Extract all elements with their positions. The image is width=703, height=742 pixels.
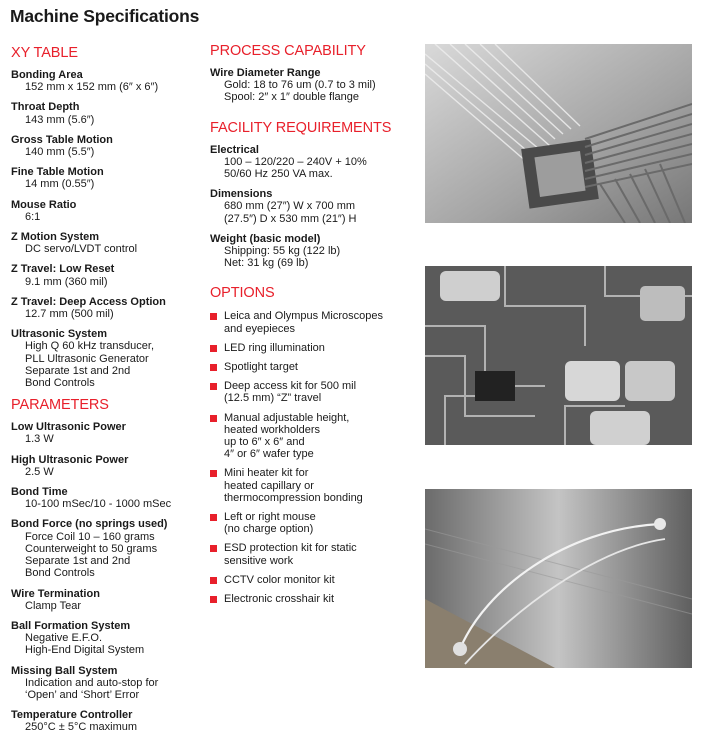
spec-value: 680 mm (27″) W x 700 mm (27.5″) D x 530 mm (21″) H	[224, 200, 357, 225]
spec-item-gross-table-motion	[11, 134, 206, 158]
square-bullet-icon	[210, 545, 217, 552]
spec-value: 6:1	[25, 210, 41, 223]
option-text: ESD protection kit for static sensitive work	[224, 542, 357, 567]
spec-item-bond-force-no-springs-used	[11, 518, 206, 579]
spec-label: Ball Formation System	[11, 619, 131, 632]
square-bullet-icon	[210, 364, 217, 371]
option-text: Spotlight target	[224, 361, 298, 374]
option-item	[210, 574, 420, 586]
option-text: Deep access kit for 500 mil (12.5 mm) “Z” travel	[224, 380, 357, 405]
process-list	[210, 67, 420, 104]
spec-label: Mouse Ratio	[11, 198, 77, 211]
spec-item-ball-formation-system	[11, 620, 206, 657]
spec-value: 10-100 mSec/10 - 1000 mSec	[25, 498, 172, 511]
spec-item-z-travel-deep-access-option	[11, 296, 206, 320]
option-text: Leica and Olympus Microscopes and eyepieces	[224, 310, 383, 335]
spec-label: Temperature Controller	[11, 709, 133, 722]
option-text: LED ring illumination	[224, 341, 325, 354]
spec-label: Missing Ball System	[11, 664, 118, 677]
option-text: Electronic crosshair kit	[224, 593, 335, 606]
option-item	[210, 310, 420, 334]
spec-label: Ultrasonic System	[11, 328, 107, 341]
option-item	[210, 342, 420, 354]
facility-heading: FACILITY REQUIREMENTS	[210, 119, 392, 136]
spec-value: 100 – 120/220 – 240V + 10% 50/60 Hz 250 VA max.	[224, 155, 367, 181]
spec-item-weight-basic-model	[210, 233, 420, 270]
option-item	[210, 511, 420, 535]
spec-item-low-ultrasonic-power	[11, 421, 206, 445]
square-bullet-icon	[210, 470, 217, 477]
spec-value: Gold: 18 to 76 um (0.7 to 3 mil) Spool: 2″ x 1″ double flange	[224, 79, 376, 104]
bond-wire-closeup-photo	[425, 489, 692, 668]
square-bullet-icon	[210, 383, 217, 390]
middle-column	[210, 43, 420, 612]
spec-value: DC servo/LVDT control	[25, 243, 138, 256]
options-heading: OPTIONS	[210, 285, 275, 302]
spec-value: 1.3 W	[25, 433, 54, 446]
xy-table-list	[11, 69, 206, 389]
facility-list	[210, 144, 420, 270]
spec-item-wire-diameter-range	[210, 67, 420, 104]
spec-value: Shipping: 55 kg (122 lb) Net: 31 kg (69 lb)	[224, 245, 341, 270]
spec-label: Electrical	[210, 143, 259, 156]
spec-item-throat-depth	[11, 101, 206, 125]
spec-item-z-travel-low-reset	[11, 263, 206, 287]
spec-value: 2.5 W	[25, 465, 54, 478]
spec-item-electrical	[210, 144, 420, 181]
circuit-board-photo	[425, 266, 692, 445]
options-list	[210, 310, 420, 605]
square-bullet-icon	[210, 514, 217, 521]
wire-bond-photo-1	[425, 44, 692, 223]
spec-item-bond-time	[11, 486, 206, 510]
spec-value: 140 mm (5.5″)	[25, 146, 95, 159]
spec-label: Bonding Area	[11, 69, 83, 81]
spec-value: 152 mm x 152 mm (6″ x 6″)	[25, 81, 159, 94]
square-bullet-icon	[210, 596, 217, 603]
spec-value: Indication and auto-stop for ‘Open’ and ‘Short’ Error	[25, 676, 159, 701]
spec-item-wire-termination	[11, 588, 206, 612]
option-item	[210, 361, 420, 373]
option-text: Left or right mouse (no charge option)	[224, 511, 316, 536]
spec-label: Throat Depth	[11, 101, 80, 114]
parameters-list	[11, 421, 206, 733]
spec-value: 12.7 mm (500 mil)	[25, 308, 114, 321]
spec-label: Wire Termination	[11, 587, 100, 600]
spec-item-high-ultrasonic-power	[11, 454, 206, 478]
square-bullet-icon	[210, 313, 217, 320]
spec-label: Z Motion System	[11, 231, 100, 244]
spec-item-dimensions	[210, 188, 420, 225]
option-text: CCTV color monitor kit	[224, 573, 335, 586]
option-text: Mini heater kit for heated capillary or thermocompression bonding	[224, 467, 363, 504]
spec-item-temperature-controller	[11, 709, 206, 733]
spec-item-bonding-area	[11, 69, 206, 93]
xy-table-heading: XY TABLE	[11, 45, 78, 61]
spec-value: 14 mm (0.55″)	[25, 178, 95, 191]
option-item	[210, 542, 420, 566]
process-capability-heading: PROCESS CAPABILITY	[210, 43, 366, 59]
spec-label: Bond Time	[11, 486, 68, 499]
spec-value: Clamp Tear	[25, 599, 82, 612]
spec-value: High Q 60 kHz transducer, PLL Ultrasonic Generator Separate 1st and 2nd Bond Controls	[25, 340, 155, 390]
option-item	[210, 412, 420, 461]
square-bullet-icon	[210, 577, 217, 584]
page-title: Machine Specifications	[10, 6, 200, 26]
spec-item-mouse-ratio	[11, 199, 206, 223]
spec-value: 250°C ± 5°C maximum	[25, 721, 138, 734]
spec-label: Weight (basic model)	[210, 232, 321, 245]
spec-label: Fine Table Motion	[11, 166, 104, 179]
spec-item-z-motion-system	[11, 231, 206, 255]
spec-label: High Ultrasonic Power	[11, 453, 129, 466]
spec-label: Bond Force (no springs used)	[11, 518, 168, 531]
spec-value: 9.1 mm (360 mil)	[25, 275, 108, 288]
spec-label: Dimensions	[210, 188, 273, 201]
spec-label: Z Travel: Low Reset	[11, 263, 115, 276]
spec-item-fine-table-motion	[11, 166, 206, 190]
spec-item-ultrasonic-system	[11, 328, 206, 389]
option-item	[210, 593, 420, 605]
parameters-heading: PARAMETERS	[11, 397, 109, 414]
spec-label: Wire Diameter Range	[210, 67, 321, 79]
spec-label: Gross Table Motion	[11, 133, 113, 146]
square-bullet-icon	[210, 415, 217, 422]
spec-value: Negative E.F.O. High-End Digital System	[25, 632, 145, 657]
left-column	[11, 45, 206, 742]
option-text: Manual adjustable height, heated workholders up to 6″ x 6″ and 4″ or 6″ wafer type	[224, 411, 350, 461]
spec-value: 143 mm (5.6″)	[25, 113, 95, 126]
spec-value: Force Coil 10 – 160 grams Counterweight to 50 grams Separate 1st and 2nd Bond Controls	[25, 530, 158, 580]
option-item	[210, 380, 420, 404]
option-item	[210, 467, 420, 504]
square-bullet-icon	[210, 345, 217, 352]
spec-label: Low Ultrasonic Power	[11, 421, 126, 434]
spec-label: Z Travel: Deep Access Option	[11, 295, 166, 308]
spec-item-missing-ball-system	[11, 665, 206, 702]
